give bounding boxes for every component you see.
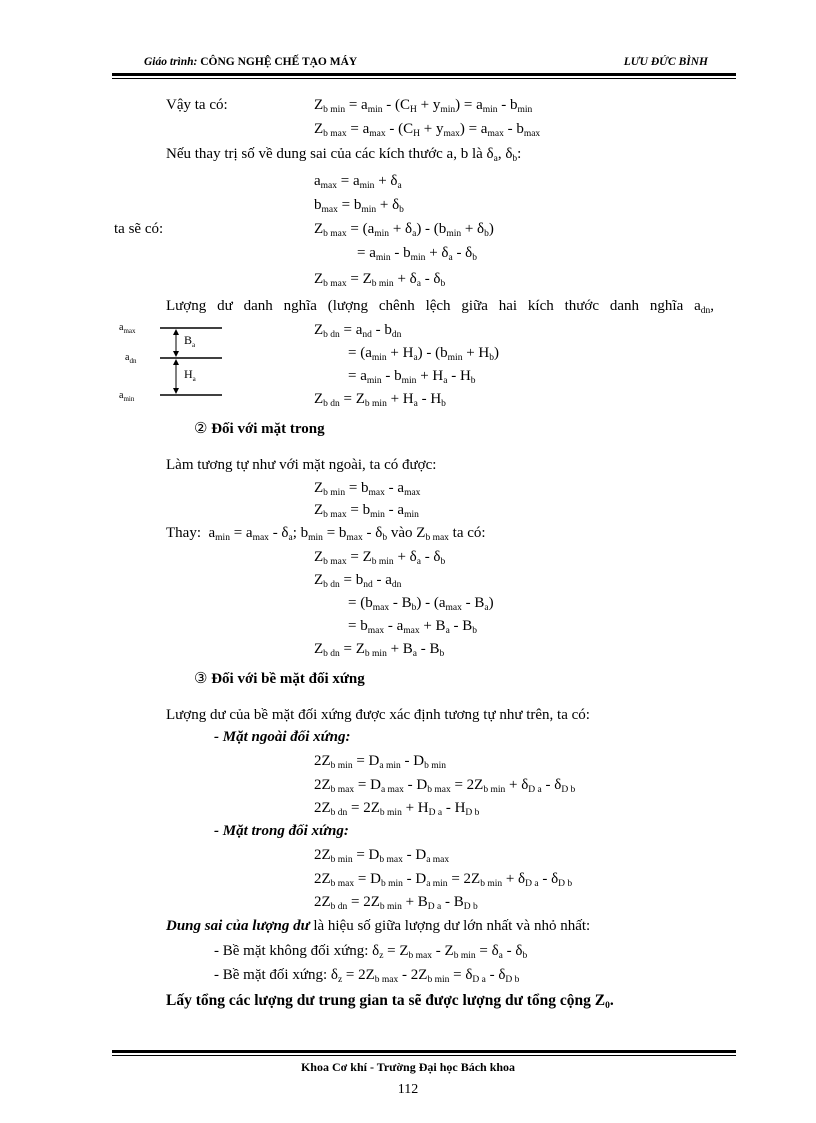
header-rule-thin bbox=[112, 78, 736, 79]
subhead-mat-trong: - Mặt trong đối xứng: bbox=[214, 823, 349, 839]
header-title: CÔNG NGHỆ CHẾ TẠO MÁY bbox=[200, 56, 358, 68]
diagram-label-ha: $H_a$ bbox=[184, 367, 196, 383]
formula: $2Z_{b max} = D_{a max} - D_{b max} = 2Z_{b min} + \delta_{D a} - \delta_{D b}$ bbox=[314, 777, 576, 795]
footer-rule bbox=[112, 1050, 736, 1053]
diagram-label-amax: $a_{max}$ bbox=[119, 322, 136, 335]
text-dung-sai: Dung sai của lượng dư là hiệu số giữa lượng dư lớn nhất và nhỏ nhất: bbox=[166, 918, 591, 934]
text-lay-tong: Lấy tổng các lượng dư trung gian ta sẽ được lượng dư tổng cộng $Z_0$. bbox=[166, 992, 614, 1011]
text-neu-thay: Nếu thay trị số về dung sai của các kích thước a, b là $\delta_a$, $\delta_b$: bbox=[166, 146, 522, 164]
formula: $Z_{b dn} = Z_{b min} + H_a - H_b$ bbox=[314, 391, 446, 409]
header-author: LƯU ĐỨC BÌNH bbox=[623, 56, 708, 68]
header-rule bbox=[112, 73, 736, 76]
allowance-diagram bbox=[150, 318, 260, 408]
text-ta-se-co: ta sẽ có: bbox=[114, 221, 164, 237]
text-khong-doi-xung: - Bề mặt không đối xứng: $\delta_z = Z_{b max} - Z_{b min} = \delta_a - \delta_b$ bbox=[214, 943, 528, 961]
formula: $2Z_{b min} = D_{b max} - D_{a max}$ bbox=[314, 847, 450, 865]
formula: $2Z_{b max} = D_{b min} - D_{a min} = 2Z_{b min} + \delta_{D a} - \delta_{D b}$ bbox=[314, 871, 573, 889]
subhead-mat-ngoai: - Mặt ngoài đối xứng: bbox=[214, 729, 351, 745]
text-lam-tuong-tu: Làm tương tự như với mặt ngoài, ta có được: bbox=[166, 457, 437, 473]
section-mat-trong: ② Đối với mặt trong bbox=[194, 421, 325, 437]
section-doi-xung: ③ Đối với bề mặt đối xứng bbox=[194, 671, 365, 687]
formula: $Z_{b max} = a_{max} - (C_H + y_{max}) = a_{max} - b_{max}$ bbox=[314, 121, 541, 139]
formula: $2Z_{b dn} = 2Z_{b min} + H_{D a} - H_{D b}$ bbox=[314, 800, 480, 818]
formula: $Z_{b max} = Z_{b min} + \delta_a - \delta_b$ bbox=[314, 549, 446, 567]
diagram-label-ba: $B_a$ bbox=[184, 333, 196, 349]
formula: = $(b_{max} - B_b) - (a_{max} - B_a)$ bbox=[348, 595, 494, 613]
formula: = $(a_{min} + H_a) - (b_{min} + H_b)$ bbox=[348, 345, 499, 363]
footer-faculty: Khoa Cơ khí - Trường Đại học Bách khoa bbox=[300, 1060, 516, 1074]
formula: $Z_{b dn} = a_{nd} - b_{dn}$ bbox=[314, 322, 402, 340]
diagram-label-adn: $a_{dn}$ bbox=[125, 352, 137, 365]
formula: $Z_{b dn} = b_{nd} - a_{dn}$ bbox=[314, 572, 402, 590]
formula: $Z_{b min} = b_{max} - a_{max}$ bbox=[314, 480, 421, 498]
footer-rule-thin bbox=[112, 1055, 736, 1056]
formula: $Z_{b max} = (a_{min} + \delta_a) - (b_{min} + \delta_b)$ bbox=[314, 221, 494, 239]
formula: = $b_{max} - a_{max} + B_a - B_b$ bbox=[348, 618, 478, 636]
formula: $Z_{b min} = a_{min} - (C_H + y_{min}) = a_{min} - b_{min}$ bbox=[314, 97, 533, 115]
text-thay: Thay: $a_{min} = a_{max} - \delta_a$; $b_{min} = b_{max} - \delta_b$ vào $Z_{b max}$ ta có: bbox=[166, 525, 486, 543]
formula: $Z_{b dn} = Z_{b min} + B_a - B_b$ bbox=[314, 641, 445, 659]
header-label: Giáo trình: bbox=[144, 56, 198, 68]
formula: $Z_{b max} = b_{min} - a_{min}$ bbox=[314, 502, 419, 520]
diagram-label-amin: $a_{min}$ bbox=[119, 390, 135, 403]
formula: $a_{max} = a_{min} + \delta_a$ bbox=[314, 173, 402, 191]
formula: $2Z_{b min} = D_{a min} - D_{b min}$ bbox=[314, 753, 446, 771]
formula: $b_{max} = b_{min} + \delta_b$ bbox=[314, 197, 404, 215]
page-number: 112 bbox=[397, 1082, 419, 1097]
formula: = $a_{min} - b_{min} + H_a - H_b$ bbox=[348, 368, 476, 386]
text-vay-ta-co: Vậy ta có: bbox=[166, 97, 228, 113]
text-luong-du-danh-nghia: Lượng dư danh nghĩa (lượng chênh lệch giữa hai kích thước danh nghĩa $a_{dn}$, bbox=[166, 298, 714, 316]
formula: $Z_{b max} = Z_{b min} + \delta_a - \delta_b$ bbox=[314, 271, 446, 289]
formula: $2Z_{b dn} = 2Z_{b min} + B_{D a} - B_{D b}$ bbox=[314, 894, 478, 912]
text-doi-xung: - Bề mặt đối xứng: $\delta_z = 2Z_{b max} - 2Z_{b min} = \delta_{D a} - \delta_{D b}$ bbox=[214, 967, 520, 985]
text-luong-du-doi-xung: Lượng dư của bề mặt đối xứng được xác định tương tự như trên, ta có: bbox=[166, 707, 590, 723]
formula: = $a_{min} - b_{min} + \delta_a - \delta_b$ bbox=[357, 245, 478, 263]
header-course bbox=[144, 56, 357, 68]
